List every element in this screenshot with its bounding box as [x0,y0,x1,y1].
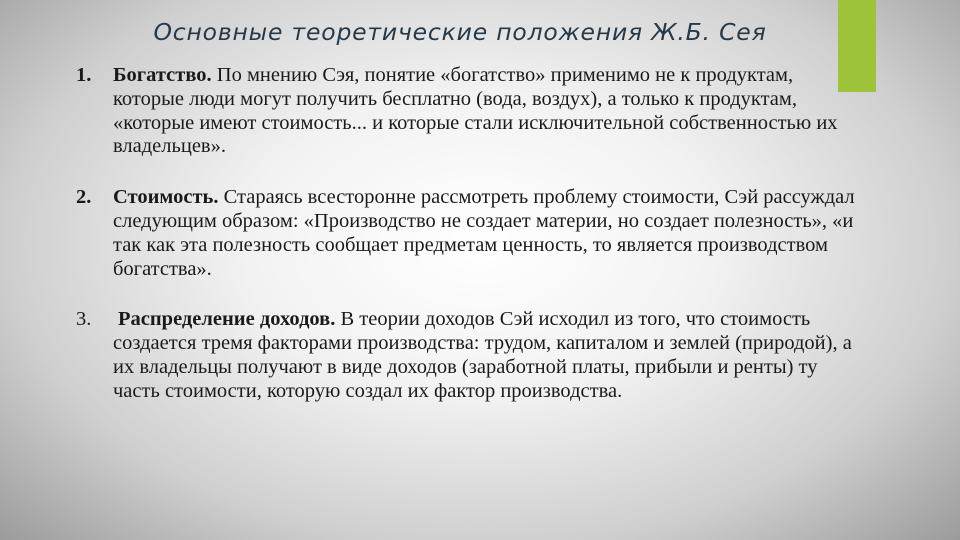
list-item-value [76,186,856,281]
item-text: В теории доходов Сэй исходил из того, что стоимость создается тремя факторами производства: трудом, капиталом и землей (природой), а их владельцы получают в виде доходов (заработной платы, прибыли и ренты) ту часть стоимости, которую создал их фактор производства. [113,308,852,402]
content-list [76,64,856,404]
list-item-income-distribution [76,308,856,403]
slide-title: Основные теоретические положения Ж.Б. Сея [153,18,767,46]
item-term: Распределение доходов. [118,308,336,331]
item-text: Стараясь всесторонне рассмотреть проблему стоимости, Сэй рассуждал следующим образом: «Производство не создает материи, но создает полезность», «и так как эта полезность сообщает предметам ценность, то является производством богатства». [113,186,855,280]
item-term: Стоимость. [113,186,219,209]
item-number: 3. [76,308,92,331]
item-term: Богатство. [113,64,212,86]
item-number: 1. [76,64,92,86]
item-number: 2. [76,186,92,209]
list-item-wealth [76,64,856,159]
item-text: По мнению Сэя, понятие «богатство» применимо не к продуктам, которые люди могут получить бесплатно (вода, воздух), а только к продуктам, «которые имеют стоимость... и которые стали исключительной собственностью их владельцев». [113,64,838,158]
